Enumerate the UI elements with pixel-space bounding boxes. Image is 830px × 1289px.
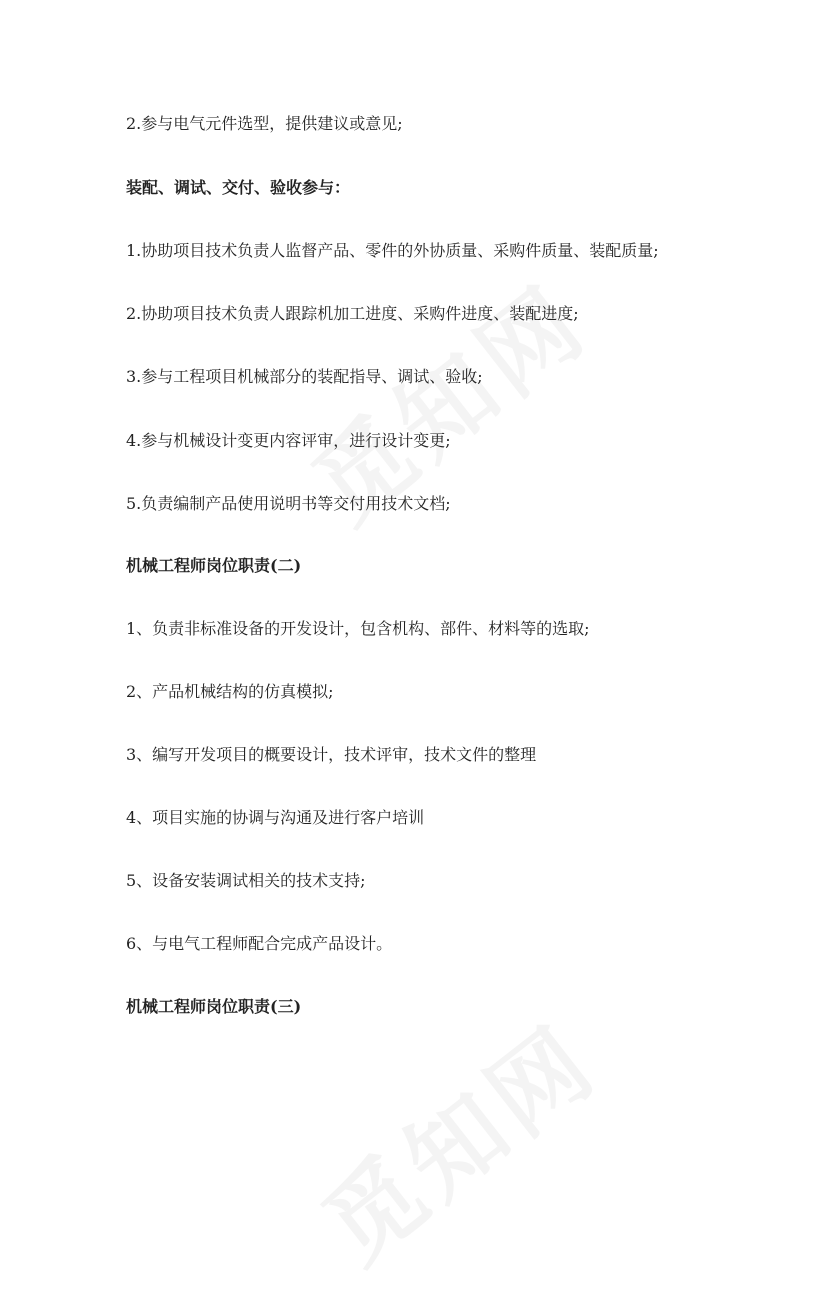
paragraph-line: 2.协助项目技术负责人跟踪机加工进度、采购件进度、装配进度; <box>126 304 579 323</box>
paragraph-line: 1.协助项目技术负责人监督产品、零件的外协质量、采购件质量、装配质量; <box>126 241 659 260</box>
paragraph-line: 2、产品机械结构的仿真模拟; <box>126 682 334 701</box>
paragraph-line: 5、设备安装调试相关的技术支持; <box>126 871 366 890</box>
section-heading: 装配、调试、交付、验收参与： <box>126 178 351 197</box>
paragraph-line: 3、编写开发项目的概要设计，技术评审，技术文件的整理 <box>126 745 537 764</box>
paragraph-line: 4、项目实施的协调与沟通及进行客户培训 <box>126 808 425 827</box>
paragraph-line: 3.参与工程项目机械部分的装配指导、调试、验收; <box>126 367 483 386</box>
paragraph-line: 2.参与电气元件选型，提供建议或意见; <box>126 114 403 133</box>
paragraph-line: 1、负责非标准设备的开发设计，包含机构、部件、材料等的选取; <box>126 619 590 638</box>
paragraph-line: 6、与电气工程师配合完成产品设计。 <box>126 934 393 953</box>
watermark <box>291 988 621 1288</box>
section-heading: 机械工程师岗位职责(三) <box>126 997 302 1016</box>
paragraph-line: 4.参与机械设计变更内容评审，进行设计变更; <box>126 431 451 450</box>
section-heading: 机械工程师岗位职责(二) <box>126 556 302 575</box>
paragraph-line: 5.负责编制产品使用说明书等交付用技术文档; <box>126 494 451 513</box>
